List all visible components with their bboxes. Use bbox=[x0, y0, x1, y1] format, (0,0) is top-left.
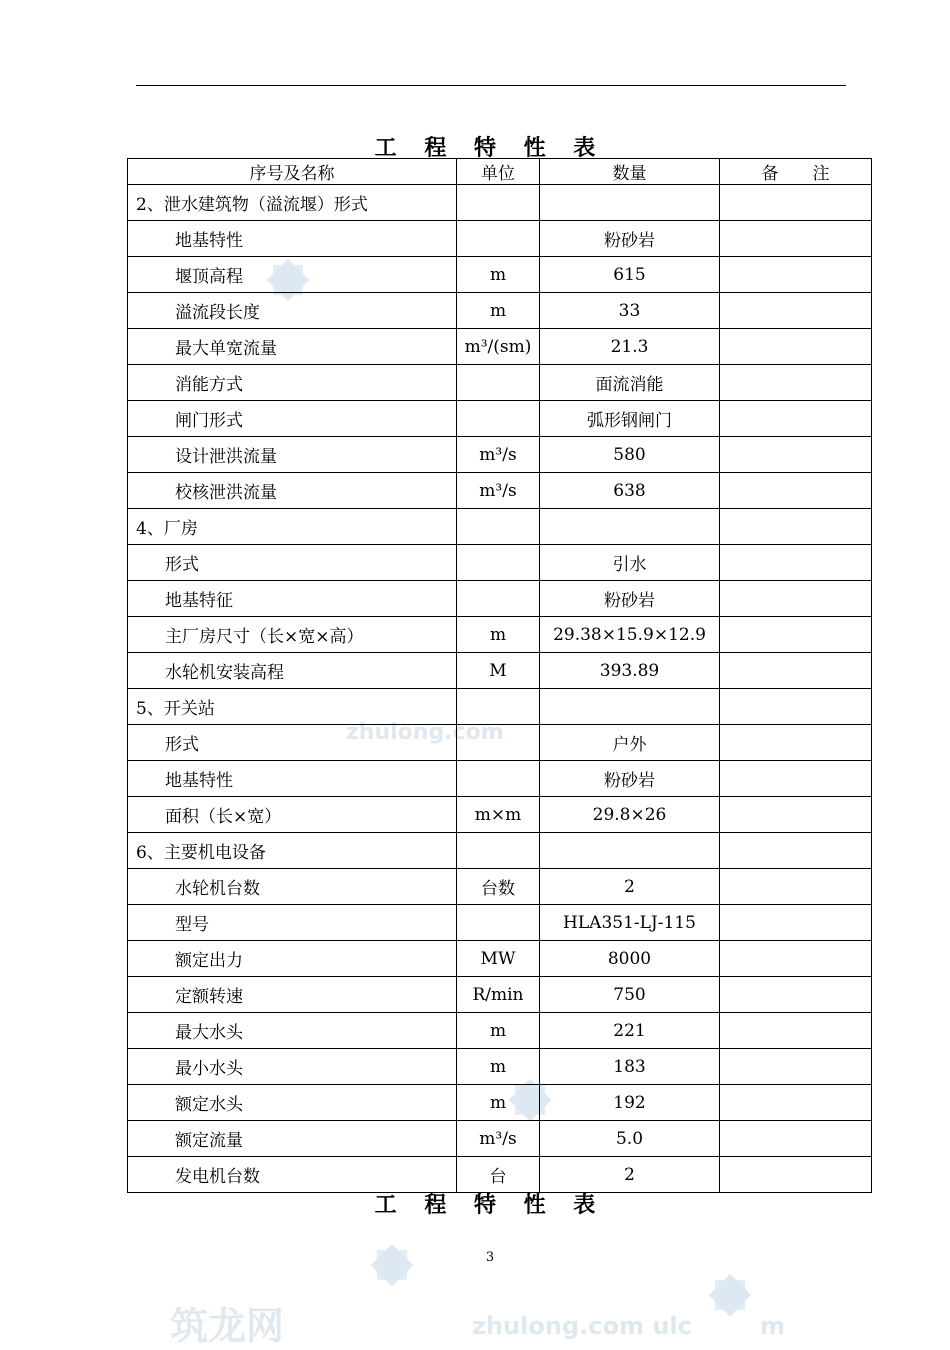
row-unit bbox=[457, 833, 540, 869]
table-row bbox=[128, 545, 872, 581]
table-row bbox=[128, 293, 872, 329]
row-note bbox=[720, 905, 872, 941]
row-quantity: 580 bbox=[540, 437, 720, 473]
table-row bbox=[128, 257, 872, 293]
header-name: 序号及名称 bbox=[128, 159, 457, 185]
table-row bbox=[128, 1013, 872, 1049]
table-row bbox=[128, 689, 872, 725]
table-row bbox=[128, 509, 872, 545]
row-quantity: 2 bbox=[540, 1157, 720, 1193]
row-name: 额定水头 bbox=[128, 1085, 457, 1121]
row-quantity bbox=[540, 509, 720, 545]
row-name: 定额转速 bbox=[128, 977, 457, 1013]
row-unit: m³/s bbox=[457, 473, 540, 509]
row-name: 发电机台数 bbox=[128, 1157, 457, 1193]
row-quantity: 221 bbox=[540, 1013, 720, 1049]
row-name: 形式 bbox=[128, 725, 457, 761]
table-row bbox=[128, 401, 872, 437]
row-quantity: 192 bbox=[540, 1085, 720, 1121]
row-name: 闸门形式 bbox=[128, 401, 457, 437]
table-row bbox=[128, 185, 872, 221]
row-unit bbox=[457, 725, 540, 761]
table-row bbox=[128, 617, 872, 653]
row-note bbox=[720, 941, 872, 977]
row-name: 额定流量 bbox=[128, 1121, 457, 1157]
row-note bbox=[720, 761, 872, 797]
row-unit bbox=[457, 401, 540, 437]
row-note bbox=[720, 653, 872, 689]
row-quantity: 户外 bbox=[540, 725, 720, 761]
row-unit: m³/s bbox=[457, 1121, 540, 1157]
row-name: 设计泄洪流量 bbox=[128, 437, 457, 473]
header-quantity: 数量 bbox=[540, 159, 720, 185]
row-name: 堰顶高程 bbox=[128, 257, 457, 293]
row-quantity: 21.3 bbox=[540, 329, 720, 365]
row-unit: m bbox=[457, 293, 540, 329]
row-unit: 台 bbox=[457, 1157, 540, 1193]
row-name: 面积（长×宽） bbox=[128, 797, 457, 833]
watermark-text-bottom-right: m bbox=[760, 1312, 786, 1340]
row-unit bbox=[457, 185, 540, 221]
page-title: 工 程 特 性 表 bbox=[374, 135, 606, 161]
row-unit: 台数 bbox=[457, 869, 540, 905]
row-note bbox=[720, 1013, 872, 1049]
row-name: 最小水头 bbox=[128, 1049, 457, 1085]
row-note bbox=[720, 221, 872, 257]
row-note bbox=[720, 473, 872, 509]
row-quantity: 33 bbox=[540, 293, 720, 329]
row-unit: MW bbox=[457, 941, 540, 977]
row-note bbox=[720, 725, 872, 761]
row-name: 溢流段长度 bbox=[128, 293, 457, 329]
row-quantity: 面流消能 bbox=[540, 365, 720, 401]
row-unit bbox=[457, 905, 540, 941]
row-note bbox=[720, 545, 872, 581]
row-note bbox=[720, 1085, 872, 1121]
table-row bbox=[128, 725, 872, 761]
table-row bbox=[128, 1121, 872, 1157]
table-row bbox=[128, 473, 872, 509]
row-unit bbox=[457, 581, 540, 617]
row-unit bbox=[457, 509, 540, 545]
spec-table bbox=[127, 158, 872, 1193]
row-quantity bbox=[540, 833, 720, 869]
row-name: 水轮机台数 bbox=[128, 869, 457, 905]
row-note bbox=[720, 293, 872, 329]
row-name: 地基特征 bbox=[128, 581, 457, 617]
row-quantity bbox=[540, 689, 720, 725]
table-row bbox=[128, 833, 872, 869]
row-note bbox=[720, 581, 872, 617]
row-quantity: 8000 bbox=[540, 941, 720, 977]
row-note bbox=[720, 869, 872, 905]
row-name: 4、厂房 bbox=[128, 509, 457, 545]
row-name: 形式 bbox=[128, 545, 457, 581]
row-name: 6、主要机电设备 bbox=[128, 833, 457, 869]
row-note bbox=[720, 329, 872, 365]
row-name: 额定出力 bbox=[128, 941, 457, 977]
row-quantity: 粉砂岩 bbox=[540, 221, 720, 257]
row-quantity: 粉砂岩 bbox=[540, 761, 720, 797]
row-unit: m bbox=[457, 257, 540, 293]
row-quantity: 638 bbox=[540, 473, 720, 509]
row-quantity: 750 bbox=[540, 977, 720, 1013]
row-unit bbox=[457, 761, 540, 797]
row-note bbox=[720, 977, 872, 1013]
row-note bbox=[720, 401, 872, 437]
table-row bbox=[128, 221, 872, 257]
row-quantity: 183 bbox=[540, 1049, 720, 1085]
row-unit bbox=[457, 221, 540, 257]
row-unit: m bbox=[457, 1085, 540, 1121]
row-note bbox=[720, 617, 872, 653]
watermark-text-bottom-left: 筑龙网 bbox=[170, 1304, 285, 1348]
row-quantity: 粉砂岩 bbox=[540, 581, 720, 617]
row-unit bbox=[457, 365, 540, 401]
row-note bbox=[720, 1049, 872, 1085]
table-header-row bbox=[128, 159, 872, 185]
page-number: 3 bbox=[485, 1250, 495, 1265]
page-title-repeat: 工 程 特 性 表 bbox=[374, 1192, 606, 1218]
row-quantity bbox=[540, 185, 720, 221]
row-quantity: 615 bbox=[540, 257, 720, 293]
row-name: 消能方式 bbox=[128, 365, 457, 401]
row-unit: m³/s bbox=[457, 437, 540, 473]
table-row bbox=[128, 905, 872, 941]
row-name: 最大单宽流量 bbox=[128, 329, 457, 365]
table-row bbox=[128, 581, 872, 617]
table-row bbox=[128, 797, 872, 833]
row-quantity: 引水 bbox=[540, 545, 720, 581]
row-note bbox=[720, 689, 872, 725]
header-unit: 单位 bbox=[457, 159, 540, 185]
table-row bbox=[128, 977, 872, 1013]
table-row bbox=[128, 1049, 872, 1085]
row-name: 地基特性 bbox=[128, 761, 457, 797]
row-unit: M bbox=[457, 653, 540, 689]
row-name: 主厂房尺寸（长×宽×高） bbox=[128, 617, 457, 653]
row-unit: R/min bbox=[457, 977, 540, 1013]
row-unit bbox=[457, 689, 540, 725]
row-unit bbox=[457, 545, 540, 581]
row-note bbox=[720, 1121, 872, 1157]
row-unit: m bbox=[457, 617, 540, 653]
row-unit: m bbox=[457, 1013, 540, 1049]
table-row bbox=[128, 365, 872, 401]
row-note bbox=[720, 509, 872, 545]
row-name: 型号 bbox=[128, 905, 457, 941]
watermark-text-center: zhulong.com bbox=[346, 720, 504, 745]
row-name: 最大水头 bbox=[128, 1013, 457, 1049]
row-name: 5、开关站 bbox=[128, 689, 457, 725]
row-quantity: 393.89 bbox=[540, 653, 720, 689]
table-row bbox=[128, 329, 872, 365]
table-row bbox=[128, 437, 872, 473]
row-note bbox=[720, 365, 872, 401]
table-row bbox=[128, 869, 872, 905]
row-name: 2、泄水建筑物（溢流堰）形式 bbox=[128, 185, 457, 221]
row-quantity: 29.38×15.9×12.9 bbox=[540, 617, 720, 653]
row-note bbox=[720, 185, 872, 221]
row-quantity: 2 bbox=[540, 869, 720, 905]
row-note bbox=[720, 257, 872, 293]
row-quantity: HLA351-LJ-115 bbox=[540, 905, 720, 941]
row-note bbox=[720, 797, 872, 833]
row-quantity: 29.8×26 bbox=[540, 797, 720, 833]
row-name: 校核泄洪流量 bbox=[128, 473, 457, 509]
row-name: 水轮机安装高程 bbox=[128, 653, 457, 689]
row-unit: m³/(sm) bbox=[457, 329, 540, 365]
table-row bbox=[128, 653, 872, 689]
row-quantity: 弧形钢闸门 bbox=[540, 401, 720, 437]
row-note bbox=[720, 833, 872, 869]
watermark-logo-icon bbox=[362, 1235, 422, 1295]
row-unit: m×m bbox=[457, 797, 540, 833]
table-row bbox=[128, 941, 872, 977]
header-rule bbox=[136, 85, 846, 86]
watermark-text-bottom: zhulong.com ulc bbox=[472, 1312, 692, 1340]
row-note bbox=[720, 437, 872, 473]
header-note: 备 注 bbox=[720, 159, 872, 185]
watermark-logo-icon bbox=[700, 1265, 760, 1325]
row-quantity: 5.0 bbox=[540, 1121, 720, 1157]
table-row bbox=[128, 761, 872, 797]
row-name: 地基特性 bbox=[128, 221, 457, 257]
row-unit: m bbox=[457, 1049, 540, 1085]
table-row bbox=[128, 1085, 872, 1121]
